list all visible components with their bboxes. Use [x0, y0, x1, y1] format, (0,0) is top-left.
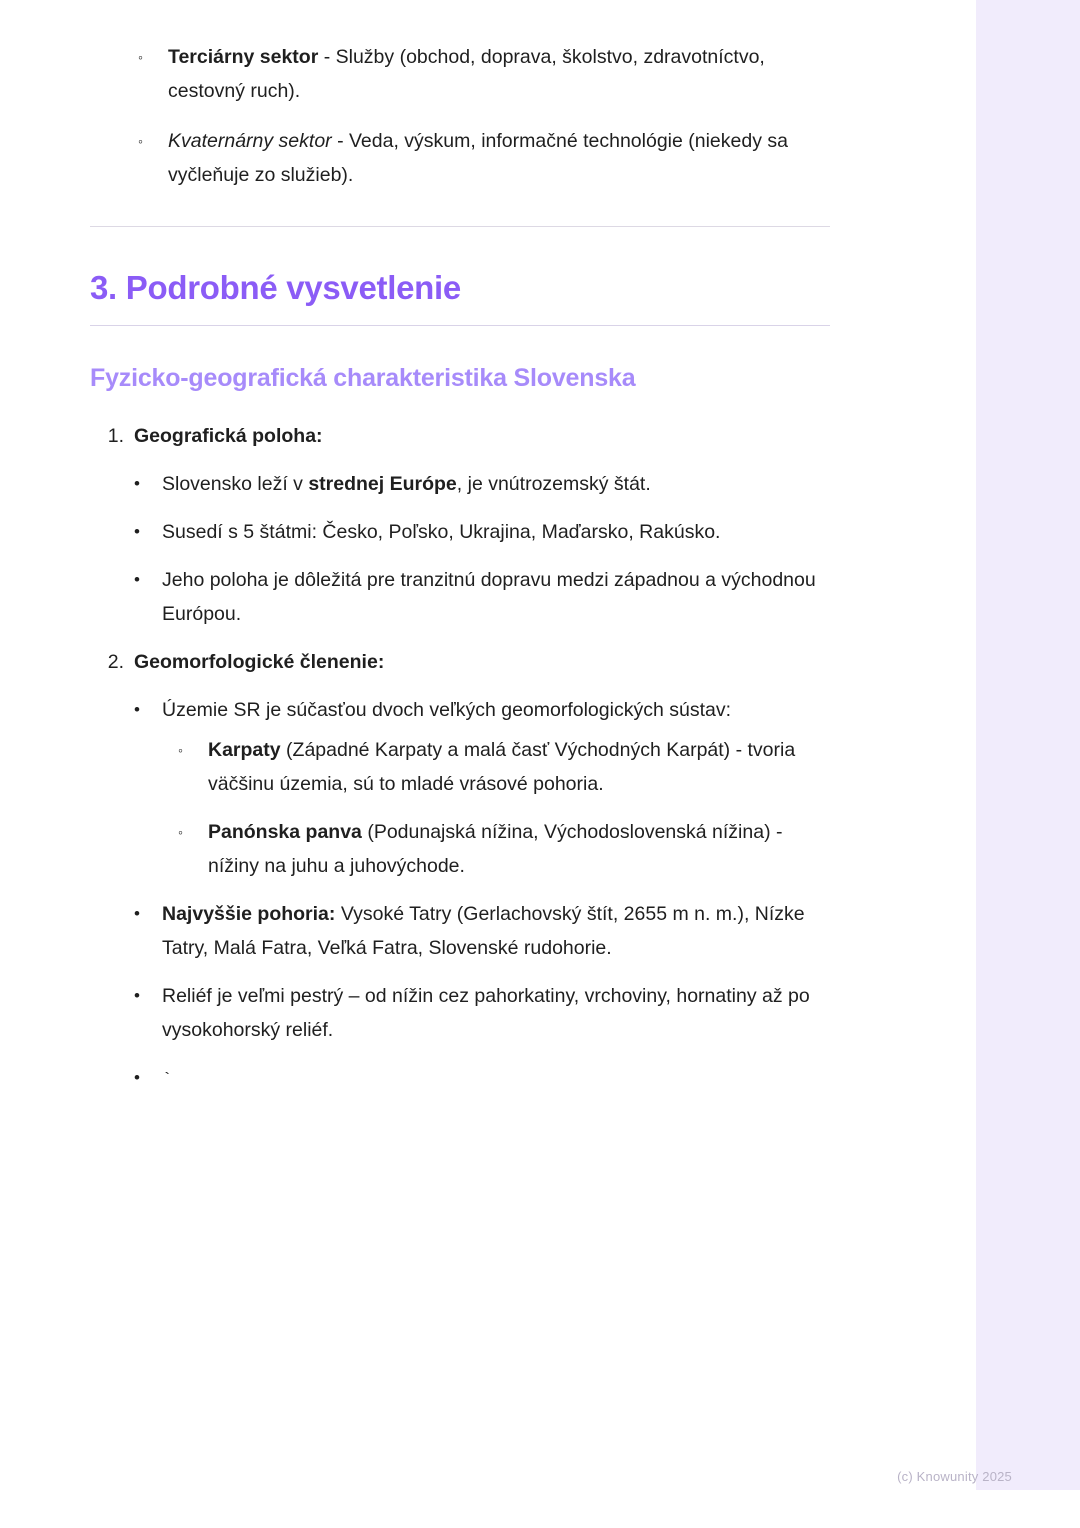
bullet-hollow-icon: ◦ [178, 824, 183, 840]
list-item-row [134, 467, 830, 501]
list-item-row [134, 693, 830, 727]
list-item-label: Terciárny sektor - Služby (obchod, doprava, školstvo, zdravotníctvo, cestovný ruch). [168, 46, 765, 102]
list-item-label: Reliéf je veľmi pestrý – od nížin cez pahorkatiny, vrchoviny, hornatiny až po vysokohorský reliéf. [162, 985, 810, 1041]
nested-list-item [178, 733, 830, 801]
list-item [134, 467, 830, 501]
ordered-heading-row [90, 645, 830, 679]
ordered-list [90, 419, 830, 1098]
list-item-label: Územie SR je súčasťou dvoch veľkých geomorfologických sústav: [162, 699, 731, 721]
list-item [134, 1061, 830, 1098]
bullet-dot-icon: • [134, 986, 140, 1005]
bullet-dot-icon: • [134, 904, 140, 923]
list-item [134, 979, 830, 1047]
ordered-heading-label: Geografická poloha: [134, 425, 323, 447]
divider-above-section [90, 226, 830, 227]
bullet-hollow-icon: ◦ [138, 49, 143, 65]
list-item-label: Susedí s 5 štátmi: Česko, Poľsko, Ukrajina, Maďarsko, Rakúsko. [162, 521, 721, 543]
list-item-label: Najvyššie pohoria: Vysoké Tatry (Gerlachovský štít, 2655 m n. m.), Nízke Tatry, Malá Fatra, Veľká Fatra, Slovenské rudohorie. [162, 903, 805, 959]
ordered-heading-label: Geomorfologické členenie: [134, 651, 385, 673]
ordered-section [90, 419, 830, 631]
list-item-row [134, 979, 830, 1047]
list-item [90, 40, 830, 108]
bullet-list [134, 693, 830, 1098]
list-item [134, 693, 830, 883]
bullet-dot-icon: • [134, 570, 140, 589]
bullet-dot-icon: • [134, 1068, 140, 1087]
bullet-dot-icon: • [134, 700, 140, 719]
bullet-hollow-icon: ◦ [138, 133, 143, 149]
list-item-row [134, 897, 830, 965]
ordered-heading-row [90, 419, 830, 453]
subsection-title: Fyzicko-geografická charakteristika Slovenska [90, 364, 636, 392]
nested-list-item-label: Panónska panva (Podunajská nížina, Východoslovenská nížina) - nížiny na juhu a juhovýchode. [208, 821, 783, 877]
nested-list-item [178, 815, 830, 883]
list-item-row [134, 563, 830, 631]
bullet-dot-icon: • [134, 474, 140, 493]
divider-under-title [90, 325, 830, 326]
document-content [90, 40, 830, 1112]
list-item-label: Slovensko leží v strednej Európe, je vnútrozemský štát. [162, 473, 651, 495]
list-item [134, 563, 830, 631]
list-item-label: ` [162, 1071, 173, 1090]
intro-list [90, 40, 830, 192]
watermark: (c) Knowunity 2025 [897, 1469, 1012, 1484]
list-item [134, 897, 830, 965]
decorative-side-band [972, 0, 1080, 1490]
ordered-marker: 1. [107, 425, 124, 447]
nested-bullet-list [178, 733, 830, 883]
list-item-label: Kvaternárny sektor - Veda, výskum, informačné technológie (niekedy sa vyčleňuje zo služieb). [168, 130, 788, 186]
decorative-side-band-gap [970, 0, 976, 1490]
nested-list-item-label: Karpaty (Západné Karpaty a malá časť Východných Karpát) - tvoria väčšinu územia, sú to mladé vrásové pohoria. [208, 739, 796, 795]
list-item-row [134, 1061, 830, 1098]
list-item-row [134, 515, 830, 549]
list-item-label: Jeho poloha je dôležitá pre tranzitnú dopravu medzi západnou a východnou Európou. [162, 569, 816, 625]
bullet-list [134, 467, 830, 631]
bullet-hollow-icon: ◦ [178, 742, 183, 758]
ordered-section [90, 645, 830, 1098]
ordered-marker: 2. [107, 651, 124, 673]
list-item [90, 124, 830, 192]
bullet-dot-icon: • [134, 522, 140, 541]
page-title: 3. Podrobné vysvetlenie [90, 269, 461, 306]
list-item [134, 515, 830, 549]
